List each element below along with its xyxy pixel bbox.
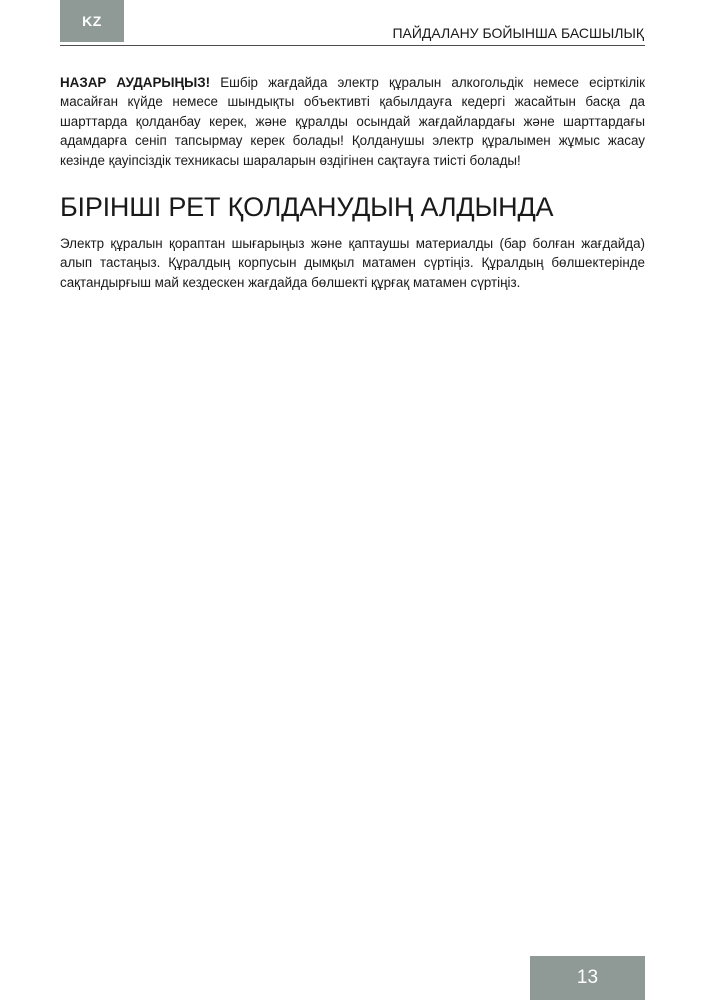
running-header-title: ПАЙДАЛАНУ БОЙЫНША БАСШЫЛЫҚ (392, 25, 644, 41)
language-tab (60, 0, 124, 42)
section-heading: БІРІНШІ РЕТ ҚОЛДАНУДЫҢ АЛДЫНДА (60, 192, 554, 223)
page-content (60, 73, 645, 292)
page-number: 13 (576, 967, 599, 988)
header-divider (60, 45, 645, 46)
warning-label: НАЗАР АУДАРЫҢЫЗ! (60, 75, 211, 90)
section-body: Электр құралын қораптан шығарыңыз және қаптаушы материалды (бар болған жағдайда) алып тастаңыз. Құралдың корпусын дымқыл матамен сүртіңіз. Құралдың бөлшектерінде сақтандырғыш май кездескен жағдайда бөлшекті құрғақ матамен сүртіңіз. (60, 236, 645, 290)
page-number-tab (530, 956, 645, 1000)
warning-text: Ешбір жағдайда электр құралын алкогольдік немесе есірткілік масайған күйде немесе шындықты объективті қабылдауға кедергі жасайтын басқа да шарттарда қолданбау керек, және құралды осындай жағдайлардағы және шарттардағы адамдарға сеніп тапсырмау керек болады! Қолданушы электр құралымен жұмыс жасау кезінде қауіпсіздік техникасы шараларын өздігінен сақтауға тиісті болады! (60, 75, 645, 168)
warning-paragraph (60, 73, 645, 170)
language-code: KZ (82, 13, 102, 29)
